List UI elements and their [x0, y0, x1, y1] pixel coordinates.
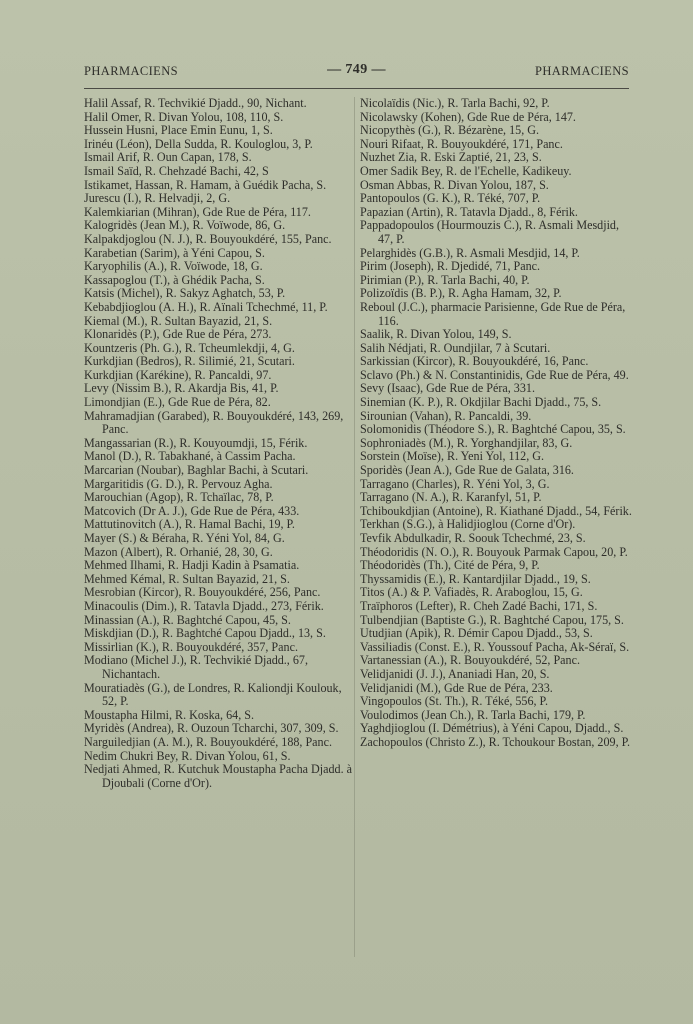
pharmacy-entry: Istikamet, Hassan, R. Hamam, à Guédik Pacha, S.: [84, 177, 327, 192]
pharmacy-entry: Utudjian (Apik), R. Démir Capou Djadd., 53, S.: [360, 626, 593, 641]
pharmacy-entry: Ismail Saïd, R. Chehzadé Bachi, 42, S: [84, 163, 269, 178]
pharmacy-entry: Sclavo (Ph.) & N. Constantinidis, Gde Rue de Péra, 49.: [360, 367, 629, 382]
pharmacy-entry: Mahramadjian (Garabed), R. Bouyoukdéré, 143, 269, Panc.: [84, 408, 344, 437]
pharmacy-entry: Kurkdjian (Karékine), R. Pancaldi, 97.: [84, 367, 272, 382]
pharmacy-entry: Miskdjian (D.), R. Baghtché Capou Djadd., 13, S.: [84, 626, 326, 641]
pharmacy-entry: Marouchian (Agop), R. Tchaïlac, 78, P.: [84, 490, 274, 505]
pharmacy-entry: Sophroniadès (M.), R. Yorghandjilar, 83, G.: [360, 435, 573, 450]
pharmacy-entry: Karyophilis (A.), R. Voïwode, 18, G.: [84, 259, 263, 274]
pharmacy-entry: Vassiliadis (Const. E.), R. Youssouf Pacha, Ak-Séraï, S.: [360, 639, 630, 654]
pharmacy-entry: Myridès (Andrea), R. Ouzoun Tcharchi, 307, 309, S.: [84, 721, 339, 736]
pharmacy-entry: Modiano (Michel J.), R. Techvikié Djadd., 67, Nichantach.: [84, 653, 308, 681]
pharmacy-entry: Mangassarian (R.), R. Kouyoumdji, 15, Férik.: [84, 435, 308, 450]
pharmacy-entry: Nuzhet Zia, R. Eski Zaptié, 21, 23, S.: [360, 150, 542, 165]
pharmacy-entry: Mattutinovitch (A.), R. Hamal Bachi, 19, P.: [84, 517, 295, 532]
pharmacy-entry: Karabetian (Sarim), à Yéni Capou, S.: [84, 245, 265, 260]
pharmacy-entry: Sarkissian (Kircor), R. Bouyoukdéré, 16, Panc.: [360, 354, 589, 369]
pharmacy-entry: Kurkdjian (Bedros), R. Silimié, 21, Scutari.: [84, 354, 295, 369]
header-rule: [84, 88, 629, 89]
pharmacy-entry: Velidjanidi (M.), Gde Rue de Péra, 233.: [360, 680, 553, 695]
pharmacy-entry: Voulodimos (Jean Ch.), R. Tarla Bachi, 179, P.: [360, 707, 586, 722]
pharmacy-entry: Yaghdjioglou (I. Démétrius), à Yéni Capou, Djadd., S.: [360, 721, 624, 736]
pharmacy-entry: Pelarghidès (G.B.), R. Asmali Mesdjid, 14, P.: [360, 245, 580, 260]
pharmacy-entry: Sevy (Isaac), Gde Rue de Péra, 331.: [360, 381, 535, 396]
pharmacy-entry: Zachopoulos (Christo Z.), R. Tchoukour Bostan, 209, P.: [360, 734, 631, 749]
pharmacy-entry: Levy (Nissim B.), R. Akardja Bis, 41, P.: [84, 381, 279, 396]
pharmacy-entry: Papazian (Artin), R. Tatavla Djadd., 8, Férik.: [360, 204, 578, 219]
pharmacy-entry: Mehmed Kémal, R. Sultan Bayazid, 21, S.: [84, 571, 290, 586]
header-left-title: PHARMACIENS: [84, 64, 178, 78]
pharmacy-entry: Sinemian (K. P.), R. Okdjilar Bachi Djadd., 75, S.: [360, 395, 602, 410]
pharmacy-entry: Jurescu (I.), R. Helvadji, 2, G.: [84, 191, 231, 206]
pharmacy-entry: Mouratiadès (G.), de Londres, R. Kaliondji Koulouk, 52, P.: [84, 680, 342, 709]
pharmacy-entry: Solomonidis (Théodore S.), R. Baghtché Capou, 35, S.: [360, 422, 626, 437]
left-column: [84, 97, 356, 790]
pharmacy-entry: Tevfik Abdulkadir, R. Soouk Tchechmé, 23, S.: [360, 531, 586, 545]
pharmacy-entry: Nicopythès (G.), R. Bézarène, 15, G.: [360, 123, 540, 138]
pharmacy-entry: Mehmed Ilhami, R. Hadji Kadin à Psamatia.: [84, 558, 300, 573]
pharmacy-entry: Mesrobian (Kircor), R. Bouyoukdéré, 256, Panc.: [84, 585, 321, 600]
pharmacy-entry: Sirounian (Vahan), R. Pancaldi, 39.: [360, 408, 532, 423]
pharmacy-entry: Tarragano (N. A.), R. Karanfyl, 51, P.: [360, 490, 542, 505]
pharmacy-entry: Halil Assaf, R. Techvikié Djadd., 90, Nichant.: [84, 96, 307, 110]
pharmacy-entry: Reboul (J.C.), pharmacie Parisienne, Gde Rue de Péra, 116.: [360, 299, 626, 328]
pharmacy-entry: Théodoridis (N. O.), R. Bouyouk Parmak Capou, 20, P.: [360, 544, 628, 559]
pharmacy-entry: Manol (D.), R. Tabakhané, à Cassim Pacha.: [84, 449, 296, 464]
pharmacy-entry: Vingopoulos (St. Th.), R. Téké, 556, P.: [360, 694, 548, 709]
pharmacy-entry: Nouri Rifaat, R. Bouyoukdéré, 171, Panc.: [360, 136, 563, 151]
header-right-title: PHARMACIENS: [535, 64, 629, 78]
pharmacy-entry: Saalik, R. Divan Yolou, 149, S.: [360, 327, 512, 342]
page-number: — 749 —: [327, 62, 386, 77]
pharmacy-entry: Théodoridès (Th.), Cité de Péra, 9, P.: [360, 558, 540, 573]
pharmacy-entry: Pirimian (P.), R. Tarla Bachi, 40, P.: [360, 272, 530, 287]
pharmacy-entry: Katsis (Michel), R. Sakyz Aghatch, 53, P.: [84, 286, 286, 301]
pharmacy-entry: Pirim (Joseph), R. Djedidé, 71, Panc.: [360, 259, 541, 274]
right-column: [360, 97, 632, 750]
pharmacy-entry: Velidjanidi (J. J.), Ananiadi Han, 20, S.: [360, 666, 550, 681]
pharmacy-entry: Titos (A.) & P. Vafiadès, R. Araboglou, 15, G.: [360, 585, 583, 600]
pharmacy-entry: Moustapha Hilmi, R. Koska, 64, S.: [84, 707, 254, 722]
pharmacy-entry: Ismail Arif, R. Oun Capan, 178, S.: [84, 150, 252, 165]
pharmacy-entry: Nicolaïdis (Nic.), R. Tarla Bachi, 92, P.: [360, 96, 550, 110]
pharmacy-entry: Thyssamidis (E.), R. Kantardjilar Djadd., 19, S.: [360, 571, 591, 586]
pharmacy-entry: Mazon (Albert), R. Orhanié, 28, 30, G.: [84, 544, 273, 559]
pharmacy-entry: Minacoulis (Dim.), R. Tatavla Djadd., 273, Férik.: [84, 598, 324, 613]
pharmacy-entry: Kalpakdjoglou (N. J.), R. Bouyoukdéré, 155, Panc.: [84, 231, 332, 246]
pharmacy-entry: Salih Nédjati, R. Oundjilar, 7 à Scutari.: [360, 340, 551, 355]
pharmacy-entry: Vartanessian (A.), R. Bouyoukdéré, 52, Panc.: [360, 653, 580, 668]
pharmacy-entry: Narguiledjian (A. M.), R. Bouyoukdéré, 188, Panc.: [84, 734, 332, 749]
pharmacy-entry: Mayer (S.) & Béraha, R. Yéni Yol, 84, G.: [84, 531, 285, 545]
pharmacy-entry: Kountzeris (Ph. G.), R. Tcheumlekdji, 4, G.: [84, 340, 295, 355]
pharmacy-entry: Osman Abbas, R. Divan Yolou, 187, S.: [360, 177, 549, 192]
pharmacy-entry: Marcarian (Noubar), Baghlar Bachi, à Scutari.: [84, 463, 309, 478]
pharmacy-entry: Margaritidis (G. D.), R. Pervouz Agha.: [84, 476, 273, 491]
pharmacy-entry: Tchiboukdjian (Antoine), R. Kiathané Djadd., 54, Férik.: [360, 503, 632, 518]
pharmacy-entry: Minassian (A.), R. Baghtché Capou, 45, S.: [84, 612, 291, 627]
pharmacy-entry: Limondjian (E.), Gde Rue de Péra, 82.: [84, 395, 271, 410]
pharmacy-entry: Traïphoros (Lefter), R. Cheh Zadé Bachi, 171, S.: [360, 598, 598, 613]
pharmacy-entry: Kiemal (M.), R. Sultan Bayazid, 21, S.: [84, 313, 273, 328]
pharmacy-entry: Nicolawsky (Kohen), Gde Rue de Péra, 147.: [360, 109, 576, 124]
running-header: [84, 64, 629, 82]
pharmacy-entry: Irinéu (Léon), Della Sudda, R. Kouloglou, 3, P.: [84, 136, 313, 151]
pharmacy-entry: Nedim Chukri Bey, R. Divan Yolou, 61, S.: [84, 748, 291, 763]
pharmacy-entry: Hussein Husni, Place Emin Eunu, 1, S.: [84, 123, 273, 138]
pharmacy-entry: Kalemkiarian (Mihran), Gde Rue de Péra, 117.: [84, 204, 311, 219]
pharmacy-entry: Tarragano (Charles), R. Yéni Yol, 3, G.: [360, 476, 550, 491]
pharmacy-entry: Kalogridès (Jean M.), R. Voïwode, 86, G.: [84, 218, 286, 233]
pharmacy-entry: Kassapoglou (T.), à Ghédik Pacha, S.: [84, 272, 265, 287]
pharmacy-entry: Tulbendjian (Baptiste G.), R. Baghtché Capou, 175, S.: [360, 612, 624, 627]
pharmacy-entry: Kebabdjioglou (A. H.), R. Aïnali Tchechmé, 11, P.: [84, 299, 328, 314]
pharmacy-entry: Halil Omer, R. Divan Yolou, 108, 110, S.: [84, 109, 284, 124]
pharmacy-entry: Sporidès (Jean A.), Gde Rue de Galata, 316.: [360, 463, 574, 478]
pharmacy-entry: Missirlian (K.), R. Bouyoukdéré, 357, Panc.: [84, 639, 298, 654]
pharmacy-entry: Omer Sadik Bey, R. de l'Echelle, Kadikeuy.: [360, 163, 572, 178]
pharmacy-entry: Terkhan (S.G.), à Halidjioglou (Corne d'Or).: [360, 517, 576, 532]
pharmacy-entry: Matcovich (Dr A. J.), Gde Rue de Péra, 433.: [84, 503, 300, 518]
pharmacy-entry: Nedjati Ahmed, R. Kutchuk Moustapha Pacha Djadd. à Djoubali (Corne d'Or).: [84, 762, 353, 790]
pharmacy-entry: Polizoïdis (B. P.), R. Agha Hamam, 32, P.: [360, 286, 562, 301]
pharmacy-entry: Pantopoulos (G. K.), R. Téké, 707, P.: [360, 191, 541, 206]
pharmacy-entry: Sorstein (Moïse), R. Yeni Yol, 112, G.: [360, 449, 545, 464]
pharmacy-entry: Pappadopoulos (Hourmouzis C.), R. Asmali Mesdjid, 47, P.: [360, 218, 619, 246]
pharmacy-entry: Klonaridès (P.), Gde Rue de Péra, 273.: [84, 327, 272, 342]
